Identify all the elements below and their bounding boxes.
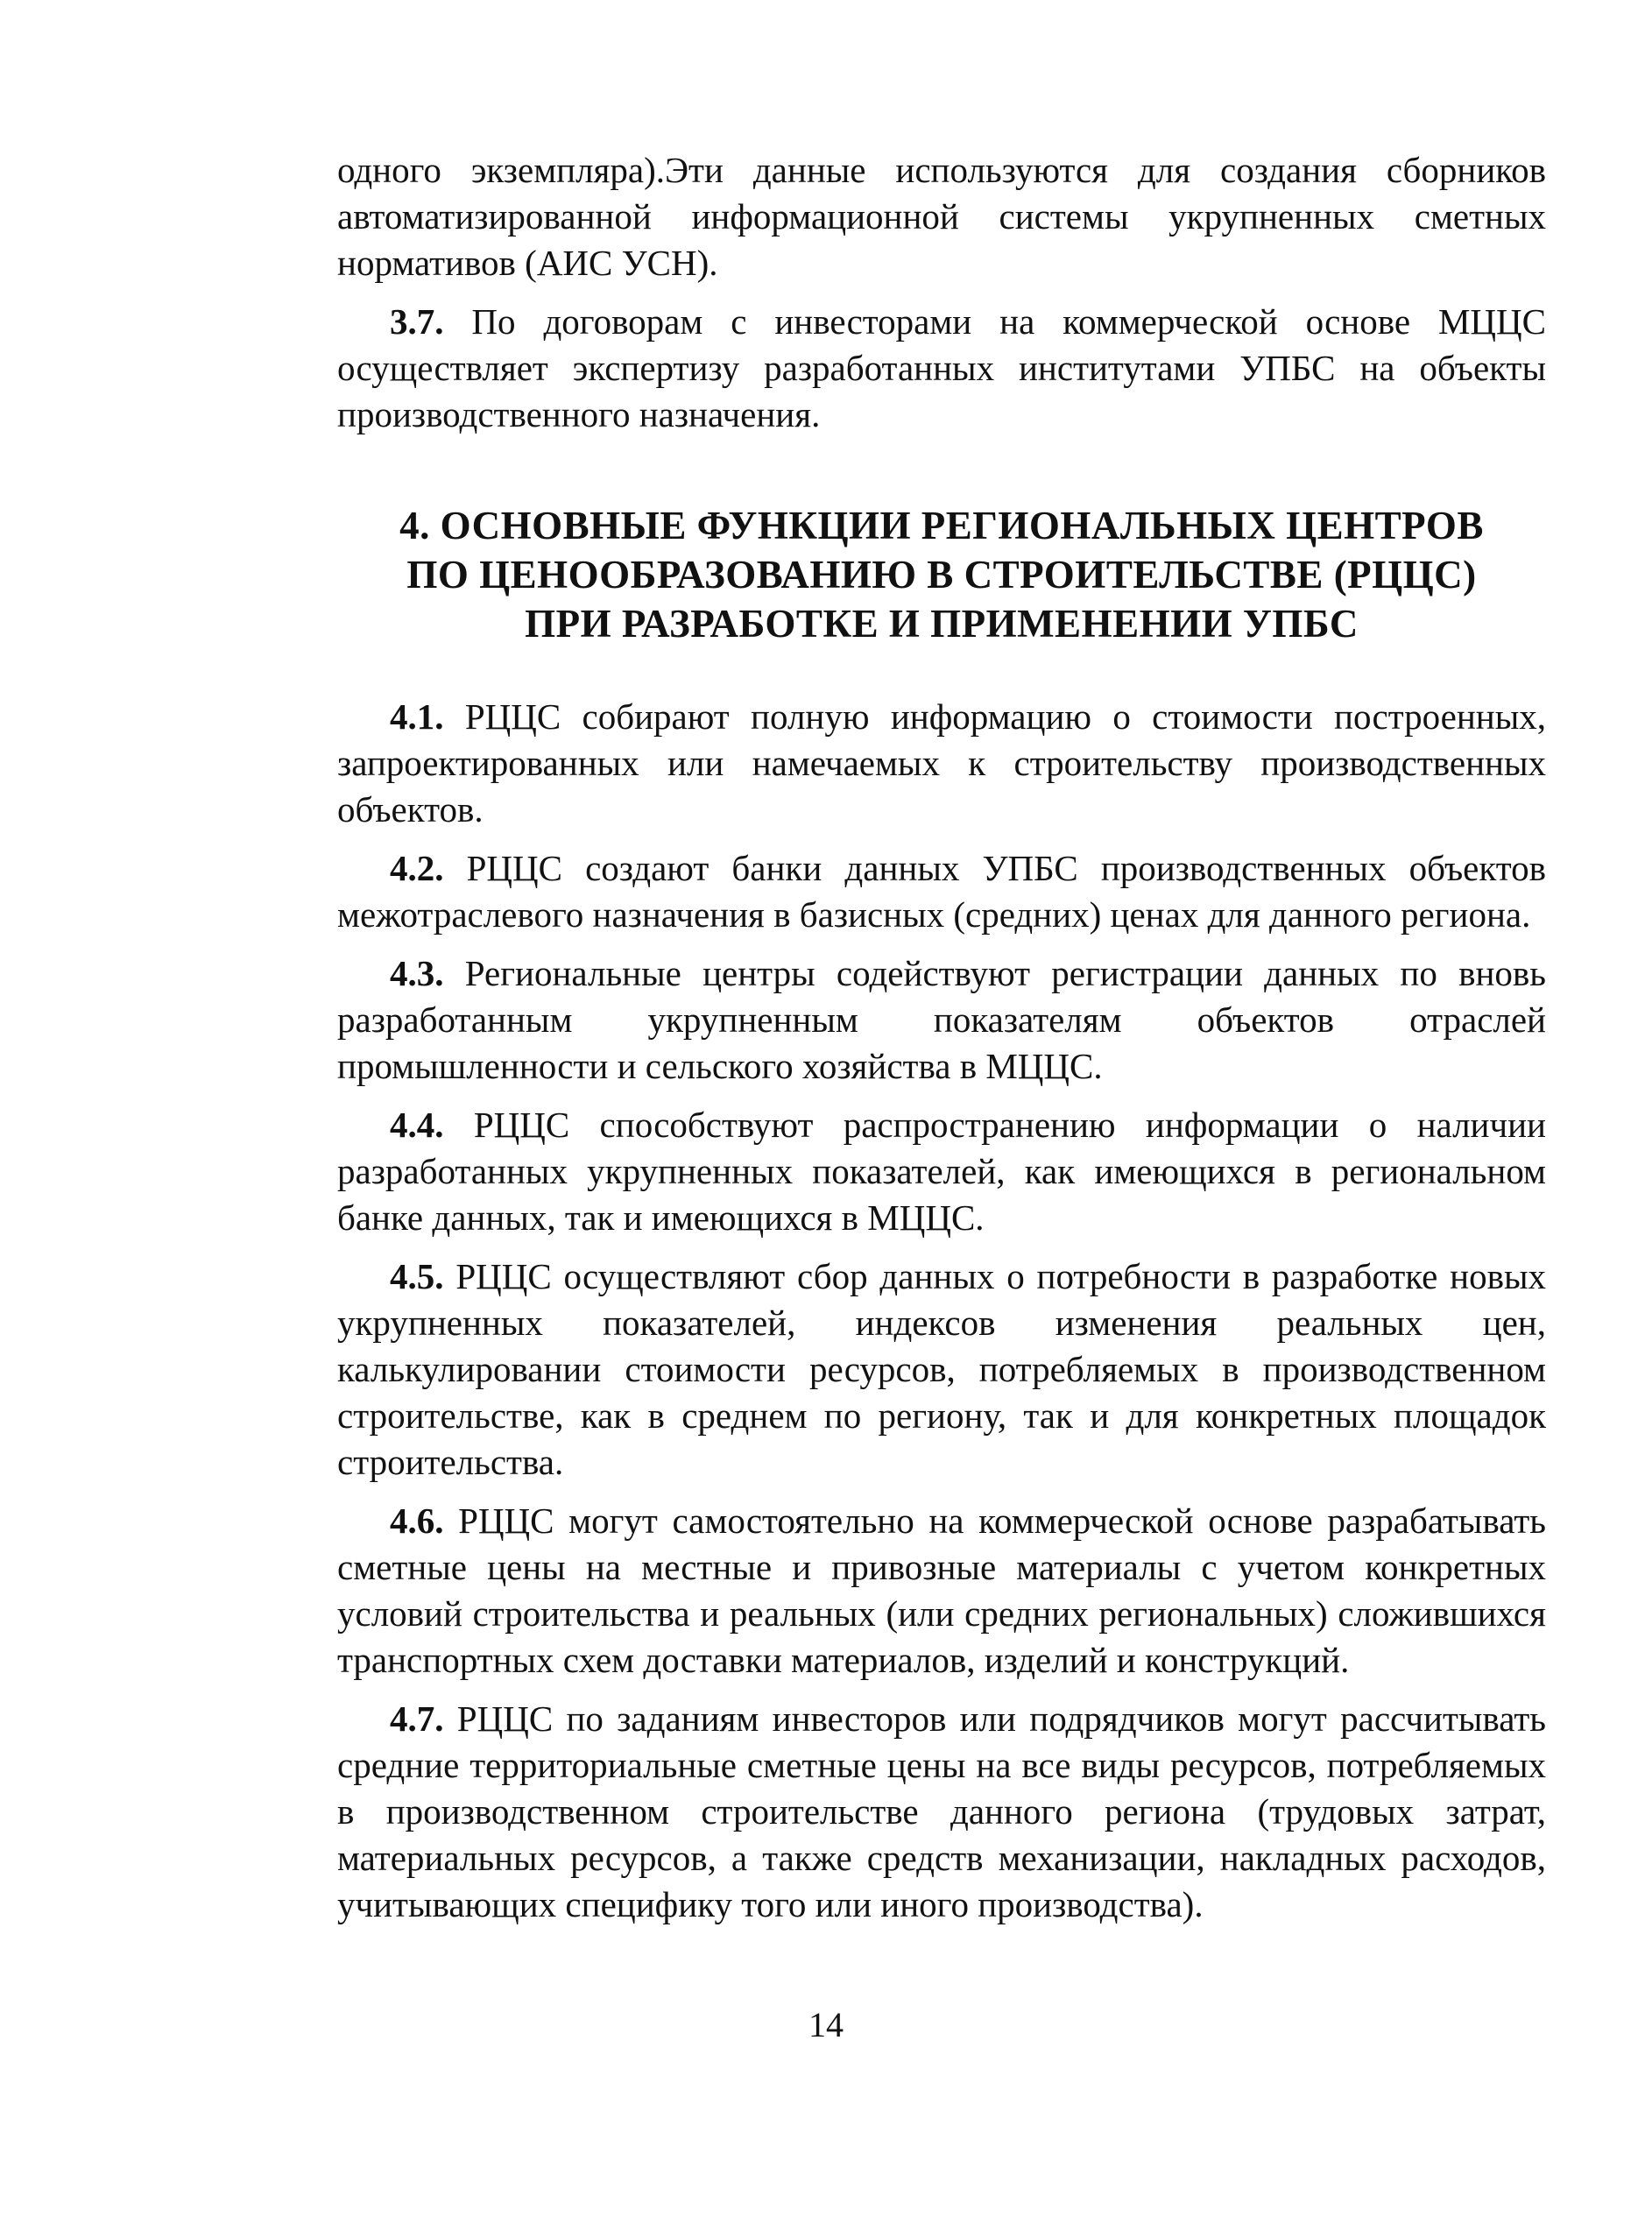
paragraph-text: Региональные центры содействуют регистрации данных по вновь разработанным укрупненным показателям объектов отраслей промышленности и сельского хозяйства в МЦЦС. xyxy=(337,953,1546,1086)
paragraph-4-5 xyxy=(337,1253,1546,1486)
section-heading-line-1: 4. ОСНОВНЫЕ ФУНКЦИИ РЕГИОНАЛЬНЫХ ЦЕНТРОВ xyxy=(399,504,1484,547)
page-number: 14 xyxy=(808,2005,844,2044)
paragraph-text: РЦЦС по заданиям инвесторов или подрядчиков могут рассчитывать средние территориальные сметные цены на все виды ресурсов, потребляемых в производственном строительстве данного региона (трудовых затрат, материальных ресурсов, а также средств механизации, накладных расходов, учитывающих специфику того или иного производства). xyxy=(337,1698,1546,1924)
paragraph-number: 4.1. xyxy=(390,696,444,737)
paragraph-text: РЦЦС способствуют распространению информации о наличии разработанных укрупненных показателей, как имеющихся в региональном банке данных, так и имеющихся в МЦЦС. xyxy=(337,1105,1546,1238)
paragraph-text: РЦЦС создают банки данных УПБС производственных объектов межотраслевого назначения в базисных (средних) ценах для данного региона. xyxy=(337,848,1546,935)
paragraph-number: 4.3. xyxy=(390,953,444,993)
paragraph-text: РЦЦС осуществляют сбор данных о потребности в разработке новых укрупненных показателей, индексов изменения реальных цен, калькулировании стоимости ресурсов, потребляемых в производственном строительстве, как в среднем по региону, так и для конкретных площадок строительства. xyxy=(337,1256,1546,1482)
section-heading xyxy=(337,501,1546,648)
paragraph-text: РЦЦС собирают полную информацию о стоимости построенных, запроектированных или намечаемых к строительству производственных объектов. xyxy=(337,696,1546,830)
paragraph-text: По договорам с инвесторами на коммерческой основе МЦЦС осуществляет экспертизу разработанных институтами УПБС на объекты производственного назначения. xyxy=(337,301,1546,434)
paragraph-4-1 xyxy=(337,694,1546,833)
intro-paragraph: одного экземпляра).Эти данные используются для создания сборников автоматизированной информационной системы укрупненных сметных нормативов (АИС УСН). xyxy=(337,150,1546,283)
paragraph-number: 4.5. xyxy=(390,1256,444,1296)
paragraph-4-3 xyxy=(337,950,1546,1090)
section-heading-line-2: ПО ЦЕНООБРАЗОВАНИЮ В СТРОИТЕЛЬСТВЕ (РЦЦС) xyxy=(406,553,1477,597)
paragraph-4-6 xyxy=(337,1498,1546,1684)
paragraph-number: 4.6. xyxy=(390,1500,444,1541)
paragraph-number: 4.7. xyxy=(390,1698,444,1739)
paragraph-text: РЦЦС могут самостоятельно на коммерческой основе разрабатывать сметные цены на местные и привозные материалы с учетом конкретных условий строительства и реальных (или средних региональных) сложившихся транспортных схем доставки материалов, изделий и конструкций. xyxy=(337,1500,1546,1680)
section-heading-line-3: ПРИ РАЗРАБОТКЕ И ПРИМЕНЕНИИ УПБС xyxy=(525,602,1359,646)
paragraph-4-2 xyxy=(337,845,1546,938)
paragraph-number: 4.2. xyxy=(390,848,444,888)
paragraph-number: 4.4. xyxy=(390,1105,444,1145)
paragraph-4-7 xyxy=(337,1696,1546,1928)
paragraph-4-4 xyxy=(337,1102,1546,1241)
page-body xyxy=(337,147,1546,1940)
paragraph-3-7 xyxy=(337,299,1546,438)
paragraph-number: 3.7. xyxy=(390,301,444,342)
